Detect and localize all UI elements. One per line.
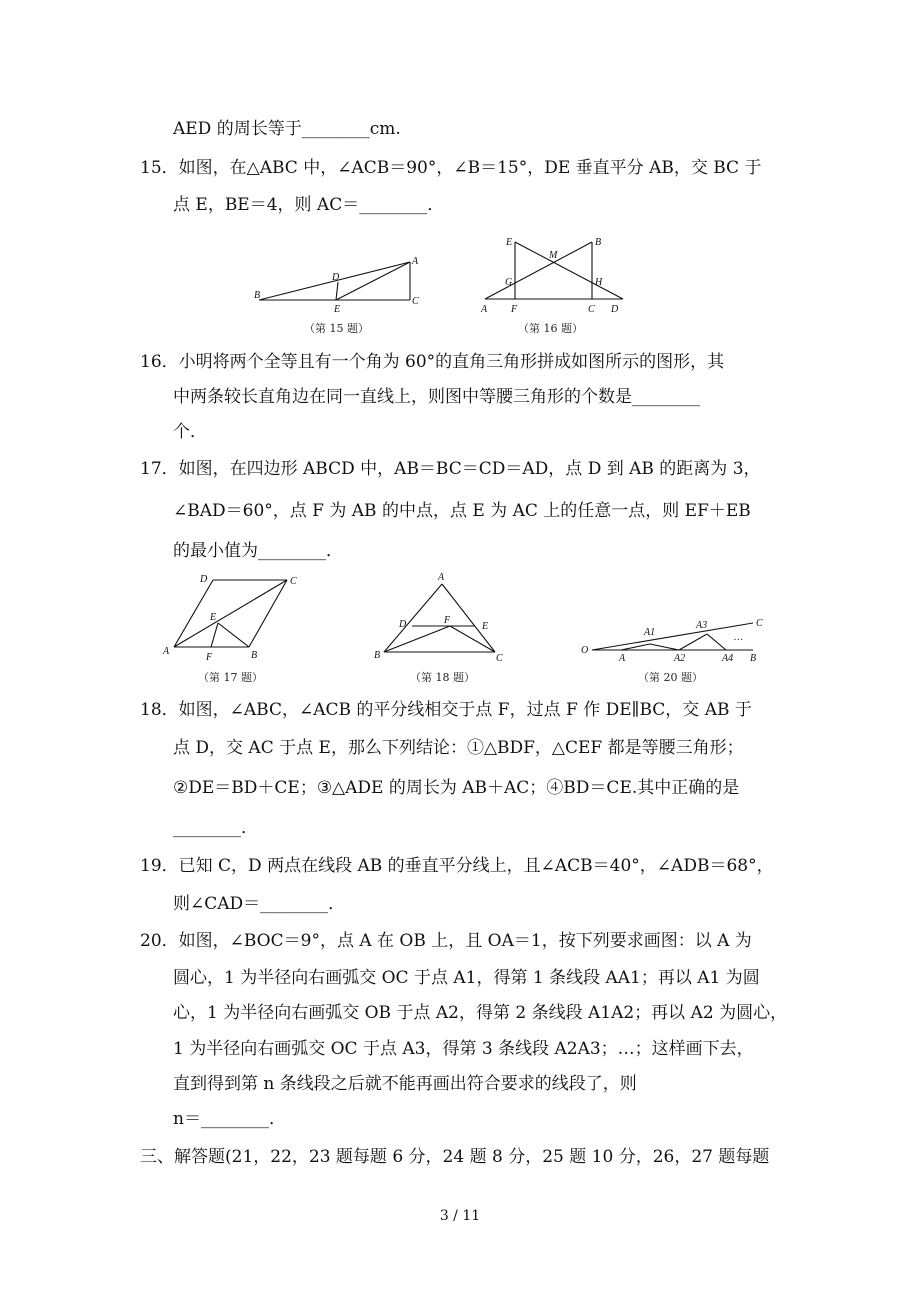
figure-17 — [160, 570, 310, 665]
fig16-label-f: F — [511, 304, 518, 315]
fig17-segment-bc — [249, 580, 287, 647]
fig20-caption: （第 20 题） — [638, 671, 703, 684]
q20-line5: 直到得到第 n 条线段之后就不能再画出符合要求的线段了，则 — [173, 1074, 637, 1094]
q15-line2: 点 E，BE＝4，则 AC＝________． — [173, 195, 445, 215]
fig17-segment-ef — [211, 623, 218, 647]
fig17-segment-ac — [174, 580, 287, 647]
fig20-label-b: B — [750, 653, 757, 664]
fig20-label-a1: A1 — [644, 627, 656, 638]
fig16-label-h: H — [595, 277, 603, 288]
fig15-segment-de — [336, 282, 338, 300]
q20-line6: n＝________． — [173, 1109, 286, 1129]
fig17-label-c: C — [290, 576, 297, 587]
q16-line2: 中两条较长直角边在同一直线上，则图中等腰三角形的个数是________ — [173, 387, 700, 407]
fig17-segment-eb — [218, 623, 249, 647]
fig17-caption: （第 17 题） — [198, 671, 263, 684]
fig16-label-d: D — [611, 304, 619, 315]
fig17-segment-da — [174, 580, 213, 647]
figure-16 — [475, 232, 635, 322]
q18-line1: 18．如图，∠ABC，∠ACB 的平分线相交于点 F，过点 F 作 DE∥BC，交 AB 于 — [140, 700, 752, 720]
fig16-label-b: B — [595, 237, 602, 248]
fig20-label-a2: A2 — [674, 653, 686, 664]
fig15-label-a: A — [412, 256, 419, 267]
fig20-label-ellipsis: … — [734, 632, 743, 643]
fig16-segment-ed — [515, 242, 623, 299]
fig15-caption: （第 15 题） — [304, 322, 369, 335]
fig20-label-a3: A3 — [696, 620, 708, 631]
fig17-label-b: B — [251, 650, 258, 661]
fig20-label-o: O — [581, 645, 589, 656]
q16-line1: 16．小明将两个全等且有一个角为 60°的直角三角形拼成如图所示的图形，其 — [140, 352, 725, 372]
fig18-label-e: E — [482, 621, 489, 632]
fig17-label-d: D — [200, 574, 208, 585]
fig20-ray-oc — [592, 623, 753, 650]
figure-15 — [250, 252, 430, 322]
fig17-label-a: A — [163, 646, 170, 657]
q19-line2: 则∠CAD＝________． — [173, 894, 346, 914]
fig18-label-f: F — [444, 615, 451, 626]
q17-line1: 17．如图，在四边形 ABCD 中，AB＝BC＝CD＝AD，点 D 到 AB 的距离为 3， — [140, 459, 761, 479]
page-number: 3 / 11 — [439, 1208, 481, 1224]
fig16-label-m: M — [549, 250, 558, 261]
fig18-label-a: A — [438, 572, 445, 583]
fig15-label-e: E — [334, 304, 341, 315]
fig15-segment-ae — [336, 262, 410, 300]
q17-line3: 的最小值为________． — [173, 541, 343, 561]
q16-line3: 个． — [173, 422, 207, 442]
fig18-label-c: C — [496, 653, 503, 664]
fig16-caption: （第 16 题） — [518, 322, 583, 335]
fig18-segment-bf — [384, 626, 450, 652]
figure-20 — [578, 613, 778, 668]
fig16-label-e: E — [506, 237, 513, 248]
q17-line2: ∠BAD＝60°，点 F 为 AB 的中点，点 E 为 AC 上的任意一点，则 EF＋EB — [173, 501, 751, 521]
q20-line3: 心，1 为半径向右画弧交 OB 于点 A2，得第 2 条线段 A1A2；再以 A2 为圆心， — [173, 1003, 788, 1023]
q18-line4: ________． — [173, 818, 258, 838]
fig20-label-c: C — [756, 618, 763, 629]
q14-tail: AED 的周长等于________cm. — [173, 119, 401, 139]
q20-line1: 20．如图，∠BOC＝9°，点 A 在 OB 上，且 OA＝1，按下列要求画图：以 A 为 — [140, 931, 752, 951]
fig16-label-g: G — [505, 277, 513, 288]
fig17-label-e: E — [210, 612, 217, 623]
fig18-caption: （第 18 题） — [410, 671, 475, 684]
q18-line3: ②DE＝BD＋CE；③△ADE 的周长为 AB＋AC；④BD＝CE.其中正确的是 — [173, 778, 740, 798]
q20-line2: 圆心，1 为半径向右画弧交 OC 于点 A1，得第 1 条线段 AA1；再以 A1 为圆 — [173, 968, 760, 988]
fig20-zigzag-a-a1-a2-a3 — [621, 634, 707, 650]
fig15-label-d: D — [332, 272, 340, 283]
fig20-label-a4: A4 — [722, 653, 734, 664]
q20-line4: 1 为半径向右画弧交 OC 于点 A3，得第 3 条线段 A2A3；…；这样画下去， — [173, 1039, 754, 1059]
fig20-segment-a3a4 — [707, 634, 726, 650]
fig16-label-c: C — [588, 304, 595, 315]
fig15-label-b: B — [254, 290, 261, 301]
q15-line1: 15．如图，在△ABC 中，∠ACB＝90°，∠B＝15°，DE 垂直平分 AB，交 BC 于 — [140, 158, 762, 178]
fig15-label-c: C — [412, 296, 419, 307]
figure-18 — [370, 568, 515, 663]
fig17-label-f: F — [206, 652, 213, 663]
fig16-segment-ab — [485, 242, 592, 299]
fig18-segment-fc — [450, 626, 495, 652]
fig18-label-b: B — [374, 650, 381, 661]
q18-line2: 点 D，交 AC 于点 E，那么下列结论：①△BDF，△CEF 都是等腰三角形； — [173, 738, 744, 758]
fig16-label-a: A — [481, 304, 488, 315]
fig18-segment-ab — [384, 584, 442, 652]
section-3-heading: 三、解答题(21，22，23 题每题 6 分，24 题 8 分，25 题 10 分，26，27 题每题 — [140, 1147, 770, 1167]
fig18-label-d: D — [399, 619, 407, 630]
fig20-label-a: A — [619, 653, 626, 664]
q19-line1: 19．已知 C，D 两点在线段 AB 的垂直平分线上，且∠ACB＝40°，∠ADB＝68°， — [140, 856, 774, 876]
